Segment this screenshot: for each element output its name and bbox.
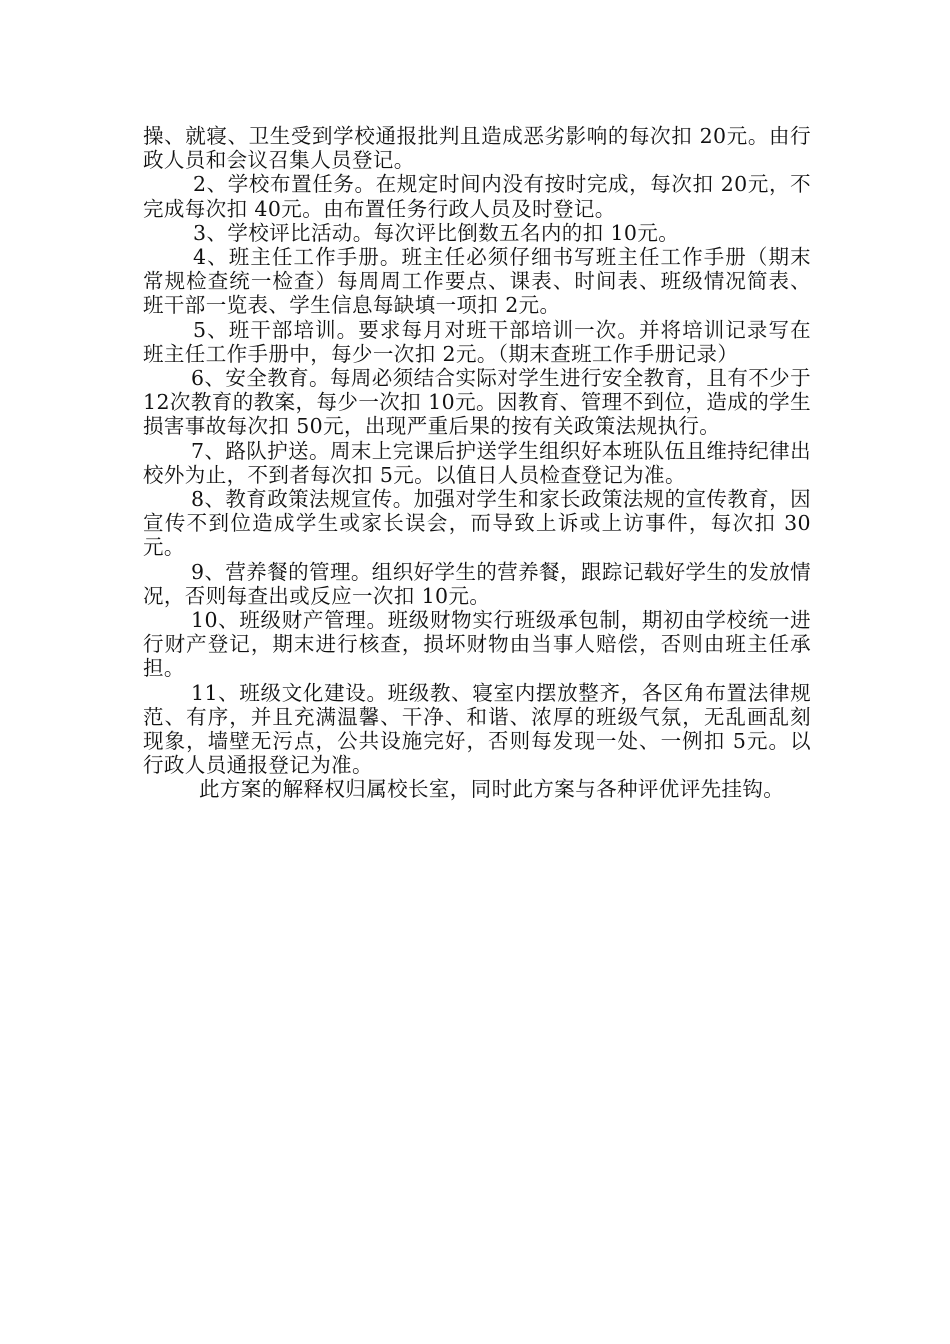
paragraph-item-5: 5、班干部培训。要求每月对班干部培训一次。并将培训记录写在班主任工作手册中，每少一次扣 2元。（期末查班工作手册记录） [143, 317, 811, 366]
paragraph-continuation: 操、就寝、卫生受到学校通报批判且造成恶劣影响的每次扣 20元。由行政人员和会议召集人员登记。 [143, 124, 811, 173]
paragraph-item-2: 2、学校布置任务。在规定时间内没有按时完成，每次扣 20元，不完成每次扣 40元。由布置任务行政人员及时登记。 [143, 172, 811, 221]
paragraph-closing-statement: 此方案的解释权归属校长室，同时此方案与各种评优评先挂钩。 [199, 777, 785, 802]
paragraph-item-10: 10、班级财产管理。班级财物实行班级承包制，期初由学校统一进行财产登记，期末进行核查，损坏财物由当事人赔偿，否则由班主任承担。 [143, 608, 811, 681]
document-page [143, 124, 811, 802]
paragraph-item-9: 9、营养餐的管理。组织好学生的营养餐，跟踪记载好学生的发放情况，否则每查出或反应一次扣 10元。 [143, 559, 811, 608]
paragraph-item-3: 3、学校评比活动。每次评比倒数五名内的扣 10元。 [193, 220, 680, 245]
paragraph-item-11: 11、班级文化建设。班级教、寝室内摆放整齐，各区角布置法律规范、有序，并且充满温馨、干净、和谐、浓厚的班级气氛，无乱画乱刻现象，墙壁无污点，公共设施完好，否则每发现一处、一例扣 5元。以行政人员通报登记为准。 [143, 680, 811, 778]
paragraph-item-6: 6、安全教育。每周必须结合实际对学生进行安全教育，且有不少于 12次教育的教案，每少一次扣 10元。因教育、管理不到位，造成的学生损害事故每次扣 50元，出现严重后果的按有关政策法规执行。 [143, 366, 811, 439]
paragraph-item-4: 4、班主任工作手册。班主任必须仔细书写班主任工作手册（期末常规检查统一检查）每周周工作要点、课表、时间表、班级情况简表、班干部一览表、学生信息每缺填一项扣 2元。 [143, 245, 811, 318]
paragraph-item-8: 8、教育政策法规宣传。加强对学生和家长政策法规的宣传教育，因宣传不到位造成学生或家长误会，而导致上诉或上访事件，每次扣 30元。 [143, 487, 811, 560]
paragraph-item-7: 7、路队护送。周末上完课后护送学生组织好本班队伍且维持纪律出校外为止，不到者每次扣 5元。以值日人员检查登记为准。 [143, 438, 811, 487]
